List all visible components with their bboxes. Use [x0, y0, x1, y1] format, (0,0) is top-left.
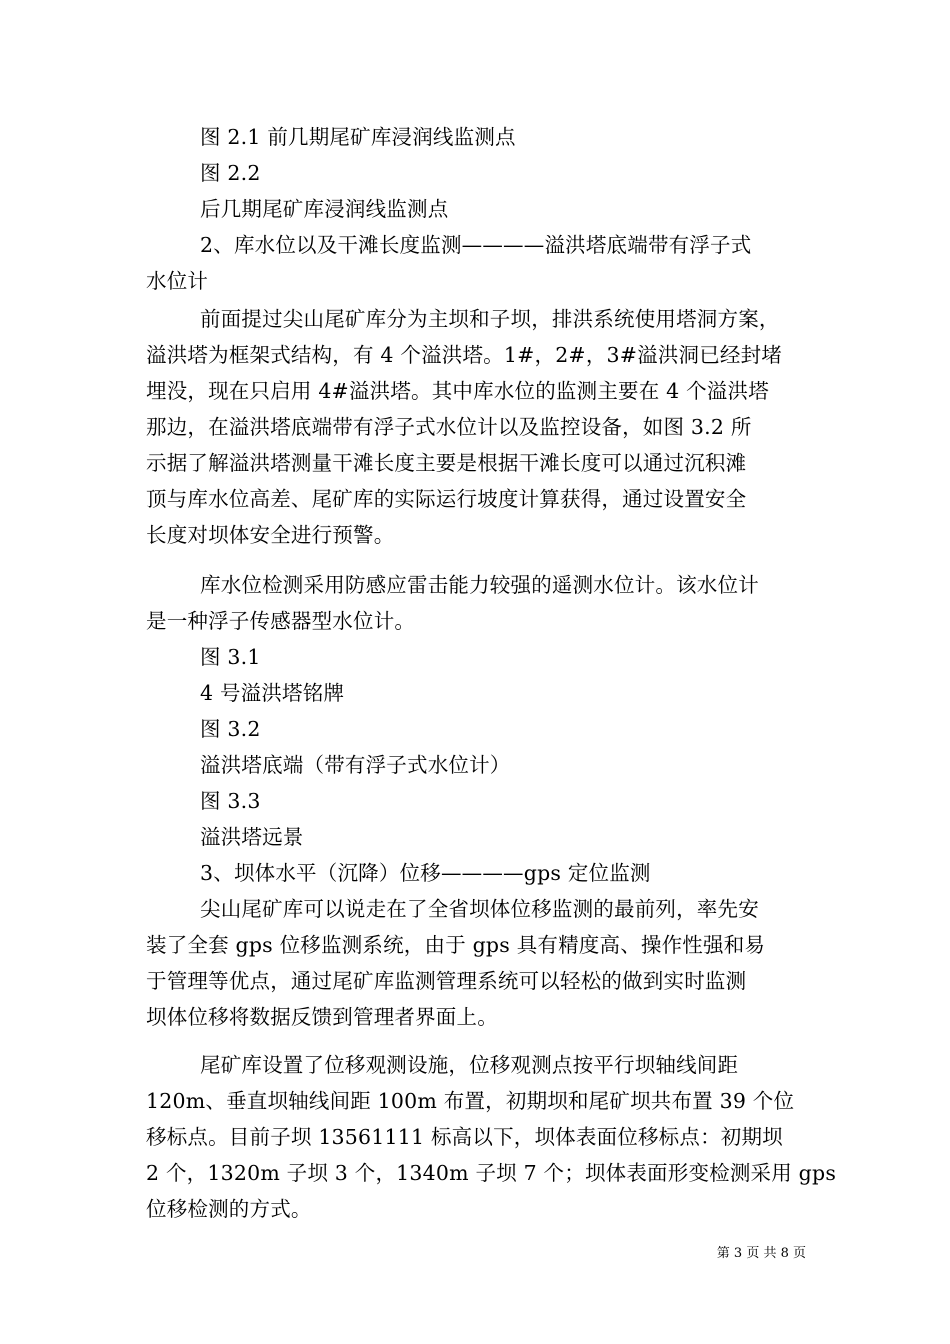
paragraph-line: 是一种浮子传感器型水位计。: [146, 609, 416, 633]
paragraph-line: 2 个，1320m 子坝 3 个，1340m 子坝 7 个；坝体表面形变检测采用 gps: [146, 1161, 837, 1185]
paragraph-line: 库水位检测采用防感应雷击能力较强的遥测水位计。该水位计: [200, 573, 759, 597]
paragraph-line: 顶与库水位高差、尾矿库的实际运行坡度计算获得，通过设置安全: [146, 487, 747, 511]
figure-caption-3-3: 溢洪塔远景: [200, 825, 304, 849]
paragraph-line: 坝体位移将数据反馈到管理者界面上。: [146, 1005, 498, 1029]
page-number-footer: 第 3 页 共 8 页: [716, 1246, 806, 1261]
figure-caption-2-1: 图 2.1 前几期尾矿库浸润线监测点: [200, 125, 516, 149]
section-heading-2: 2、库水位以及干滩长度监测————溢洪塔底端带有浮子式: [200, 233, 752, 257]
paragraph-line: 那边，在溢洪塔底端带有浮子式水位计以及监控设备，如图 3.2 所: [146, 415, 752, 439]
section-heading-2-cont: 水位计: [146, 269, 209, 293]
figure-label-3-1: 图 3.1: [200, 645, 261, 669]
paragraph-line: 120m、垂直坝轴线间距 100m 布置，初期坝和尾矿坝共布置 39 个位: [146, 1089, 795, 1113]
paragraph-line: 示据了解溢洪塔测量干滩长度主要是根据干滩长度可以通过沉积滩: [146, 451, 747, 475]
paragraph-line: 于管理等优点，通过尾矿库监测管理系统可以轻松的做到实时监测: [146, 969, 747, 993]
figure-label-3-2: 图 3.2: [200, 717, 261, 741]
paragraph-line: 装了全套 gps 位移监测系统，由于 gps 具有精度高、操作性强和易: [146, 933, 766, 957]
figure-caption-2-2: 后几期尾矿库浸润线监测点: [200, 197, 449, 221]
paragraph-line: 移标点。目前子坝 13561111 标高以下，坝体表面位移标点：初期坝: [146, 1125, 783, 1149]
paragraph-line: 尖山尾矿库可以说走在了全省坝体位移监测的最前列，率先安: [200, 897, 759, 921]
figure-label-3-3: 图 3.3: [200, 789, 261, 813]
paragraph-line: 溢洪塔为框架式结构，有 4 个溢洪塔。1#，2#，3#溢洪洞已经封堵: [146, 343, 783, 367]
paragraph-line: 尾矿库设置了位移观测设施，位移观测点按平行坝轴线间距: [200, 1053, 739, 1077]
figure-label-2-2: 图 2.2: [200, 161, 261, 185]
section-heading-3: 3、坝体水平（沉降）位移————gps 定位监测: [200, 861, 651, 885]
paragraph-line: 长度对坝体安全进行预警。: [146, 523, 395, 547]
paragraph-line: 前面提过尖山尾矿库分为主坝和子坝，排洪系统使用塔洞方案，: [200, 307, 780, 331]
paragraph-line: 位移检测的方式。: [146, 1197, 312, 1221]
figure-caption-3-2: 溢洪塔底端（带有浮子式水位计）: [200, 753, 511, 777]
paragraph-line: 埋没，现在只启用 4#溢洪塔。其中库水位的监测主要在 4 个溢洪塔: [146, 379, 769, 403]
figure-caption-3-1: 4 号溢洪塔铭牌: [200, 681, 345, 705]
